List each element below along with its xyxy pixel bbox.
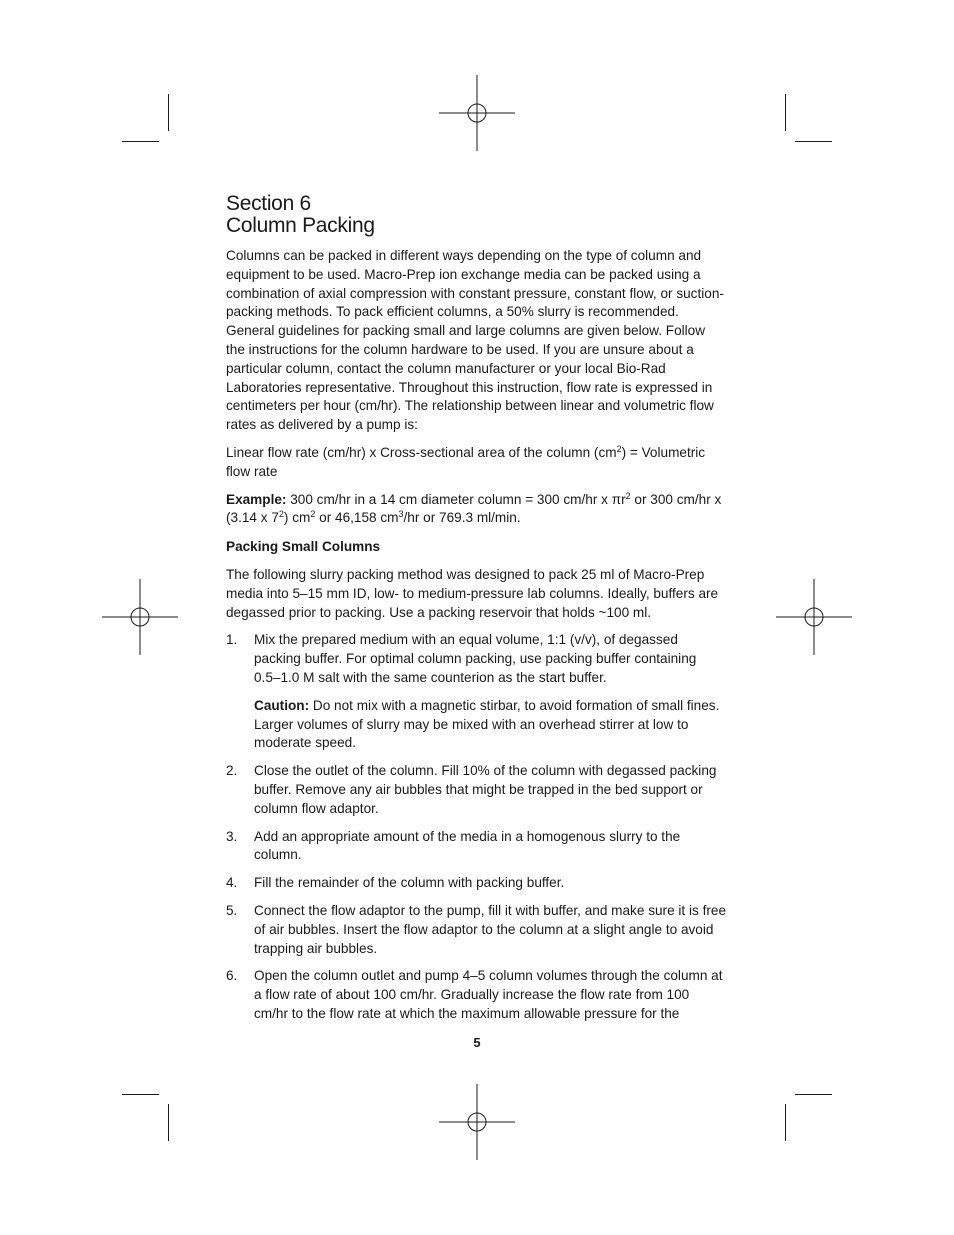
- registration-mark-icon: [776, 579, 852, 655]
- crop-mark: [122, 1094, 159, 1095]
- list-item: 2. Close the outlet of the column. Fill 10% of the column with degassed packing buffer. Remove any air bubbles that might be trapped in the bed support or column flow adaptor.: [226, 763, 717, 816]
- small-columns-intro: The following slurry packing method was designed to pack 25 ml of Macro-Prep media into 5–15 mm ID, low- to medium-pressure lab columns. Ideally, buffers are degassed prior to packing. Use a packing reservoir that holds ~100 ml.: [226, 566, 719, 620]
- step-number: 6.: [226, 968, 238, 984]
- step-number: 2.: [226, 763, 238, 779]
- crop-mark: [785, 1104, 786, 1141]
- section-label: Section 6: [226, 192, 311, 215]
- step-number: 5.: [226, 902, 238, 918]
- list-item: 3. Add an appropriate amount of the media in a homogenous slurry to the column.: [226, 828, 681, 863]
- step-number: 4.: [226, 875, 238, 891]
- page-title: [226, 193, 726, 237]
- list-item: 6. Open the column outlet and pump 4–5 column volumes through the column at a flow rate of about 100 cm/hr. Gradually increase the flow rate from 100 cm/hr to the flow rate at which the maximum allowable pressure for the: [226, 968, 723, 1021]
- example-paragraph: Example: 300 cm/hr in a 14 cm diameter column = 300 cm/hr x $\pi r^2$ or 300 cm/hr x (3.14 x $7^2$) $cm^2$ or 46,158 $cm^3/hr$ or 769.3 ml/min.: [226, 490, 722, 526]
- intro-paragraph: Columns can be packed in different ways depending on the type of column and equipment to be used. Macro-Prep ion exchange media can be packed using a combination of axial compression with constant pressure, constant flow, or suction-packing methods. To pack efficient columns, a 50% slurry is recommended. General guidelines for packing small and large columns are given below. Follow the instructions for the column hardware to be used. If you are unsure about a particular column, contact the column manufacturer or your local Bio-Rad Laboratories representative. Throughout this instruction, flow rate is expressed in centimeters per hour (cm/hr). The relationship between linear and volumetric flow rates as delivered by a pump is:: [226, 248, 724, 433]
- page-number: 5: [473, 1035, 481, 1050]
- crop-mark: [795, 141, 832, 142]
- caution-note: Caution: Do not mix with a magnetic stirbar, to avoid formation of small fines. Larger volumes of slurry may be mixed with an overhead stirrer at low to moderate speed.: [254, 697, 720, 751]
- steps-list: [226, 631, 726, 1023]
- step-number: 1.: [226, 632, 238, 648]
- registration-mark-icon: [439, 1084, 515, 1160]
- crop-mark: [168, 94, 169, 131]
- crop-mark: [785, 94, 786, 131]
- list-item: 1. Mix the prepared medium with an equal volume, 1:1 (v/v), of degassed packing buffer. For optimal column packing, use packing buffer containing 0.5–1.0 M salt with the same counterion as the start buffer. Caution: Do not mix with a magnetic stirbar, to avoid formation of small fines. Larger volumes of slurry may be mixed with an overhead stirrer at low to moderate speed.: [226, 631, 726, 753]
- example-label: Example:: [226, 491, 287, 507]
- formula-paragraph: Linear flow rate (cm/hr) x Cross-sectional area of the column $(cm^2)$ = Volumetric flow rate: [226, 443, 706, 479]
- crop-mark: [168, 1104, 169, 1141]
- list-item: 4. Fill the remainder of the column with packing buffer.: [226, 874, 726, 893]
- subheading: Packing Small Columns: [226, 539, 381, 555]
- registration-mark-icon: [439, 75, 515, 151]
- registration-mark-icon: [102, 579, 178, 655]
- crop-mark: [795, 1094, 832, 1095]
- crop-mark: [122, 141, 159, 142]
- section-title: Column Packing: [226, 214, 375, 237]
- page-body: [226, 193, 726, 1033]
- step-number: 3.: [226, 828, 238, 844]
- list-item: 5. Connect the flow adaptor to the pump, fill it with buffer, and make sure it is free of air bubbles. Insert the flow adaptor to the column at a slight angle to avoid trapping air bubbles.: [226, 902, 727, 956]
